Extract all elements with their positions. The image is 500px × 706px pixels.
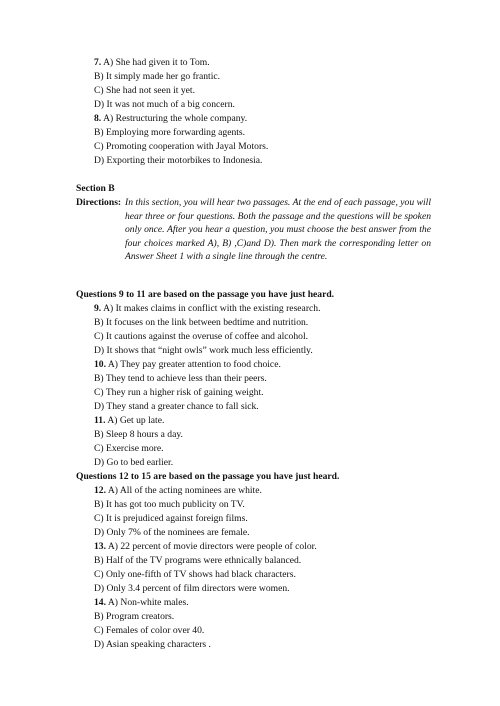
option-line: D) They stand a greater chance to fall sick. xyxy=(94,401,259,412)
option-line: D) Asian speaking characters . xyxy=(94,639,211,650)
option-line: B) Sleep 8 hours a day. xyxy=(94,429,183,440)
option-line: D) It shows that “night owls” work much less efficiently. xyxy=(94,345,313,356)
option-line: C) Only one-fifth of TV shows had black characters. xyxy=(94,569,296,580)
option-line: B) Half of the TV programs were ethnically balanced. xyxy=(94,555,302,566)
option-line: D) Only 7% of the nominees are female. xyxy=(94,527,250,538)
option-line: 10. A) They pay greater attention to food choice. xyxy=(94,359,281,370)
option-line: D) Exporting their motorbikes to Indonesia. xyxy=(94,155,263,166)
option-line: B) They tend to achieve less than their peers. xyxy=(94,373,267,384)
option-line: D) It was not much of a big concern. xyxy=(94,99,235,110)
option-line: 13. A) 22 percent of movie directors were people of color. xyxy=(94,541,317,552)
option-line: 12. A) All of the acting nominees are white. xyxy=(94,485,262,496)
option-line: 7. A) She had given it to Tom. xyxy=(94,57,210,68)
section-title: Section B xyxy=(76,183,115,194)
option-line: B) Program creators. xyxy=(94,611,175,622)
option-line: 11. A) Get up late. xyxy=(94,415,165,426)
option-line: B) It focuses on the link between bedtime and nutrition. xyxy=(94,317,309,328)
option-line: B) It simply made her go frantic. xyxy=(94,71,221,82)
option-line: B) Employing more forwarding agents. xyxy=(94,127,246,138)
passage-heading-12-15: Questions 12 to 15 are based on the passage you have just heard. xyxy=(76,471,340,482)
option-line: C) It is prejudiced against foreign films. xyxy=(94,513,248,524)
directions-text: In this section, you will hear two passages. At the end of each passage, you will hear three or four questions. Both the passage and the questions will be spoken only once. After you hear a question, you must choose the best answer from the four choices marked A), B) ,C)and D). Then mark the corresponding letter on Answer Sheet 1 with a single line through the centre. xyxy=(125,197,431,263)
option-line: D) Go to bed earlier. xyxy=(94,457,174,468)
option-line: C) She had not seen it yet. xyxy=(94,85,195,96)
option-line: C) They run a higher risk of gaining weight. xyxy=(94,387,264,398)
directions-label: Directions: xyxy=(76,197,122,208)
option-line: C) Promoting cooperation with Jayal Motors. xyxy=(94,141,269,152)
option-line: 14. A) Non-white males. xyxy=(94,597,189,608)
option-line: C) It cautions against the overuse of coffee and alcohol. xyxy=(94,331,309,342)
option-line: 9. A) It makes claims in conflict with the existing research. xyxy=(94,303,321,314)
option-line: C) Females of color over 40. xyxy=(94,625,205,636)
passage-heading-9-11: Questions 9 to 11 are based on the passage you have just heard. xyxy=(76,289,335,300)
option-line: B) It has got too much publicity on TV. xyxy=(94,499,245,510)
option-line: D) Only 3.4 percent of film directors were women. xyxy=(94,583,290,594)
option-line: C) Exercise more. xyxy=(94,443,164,454)
option-line: 8. A) Restructuring the whole company. xyxy=(94,113,248,124)
